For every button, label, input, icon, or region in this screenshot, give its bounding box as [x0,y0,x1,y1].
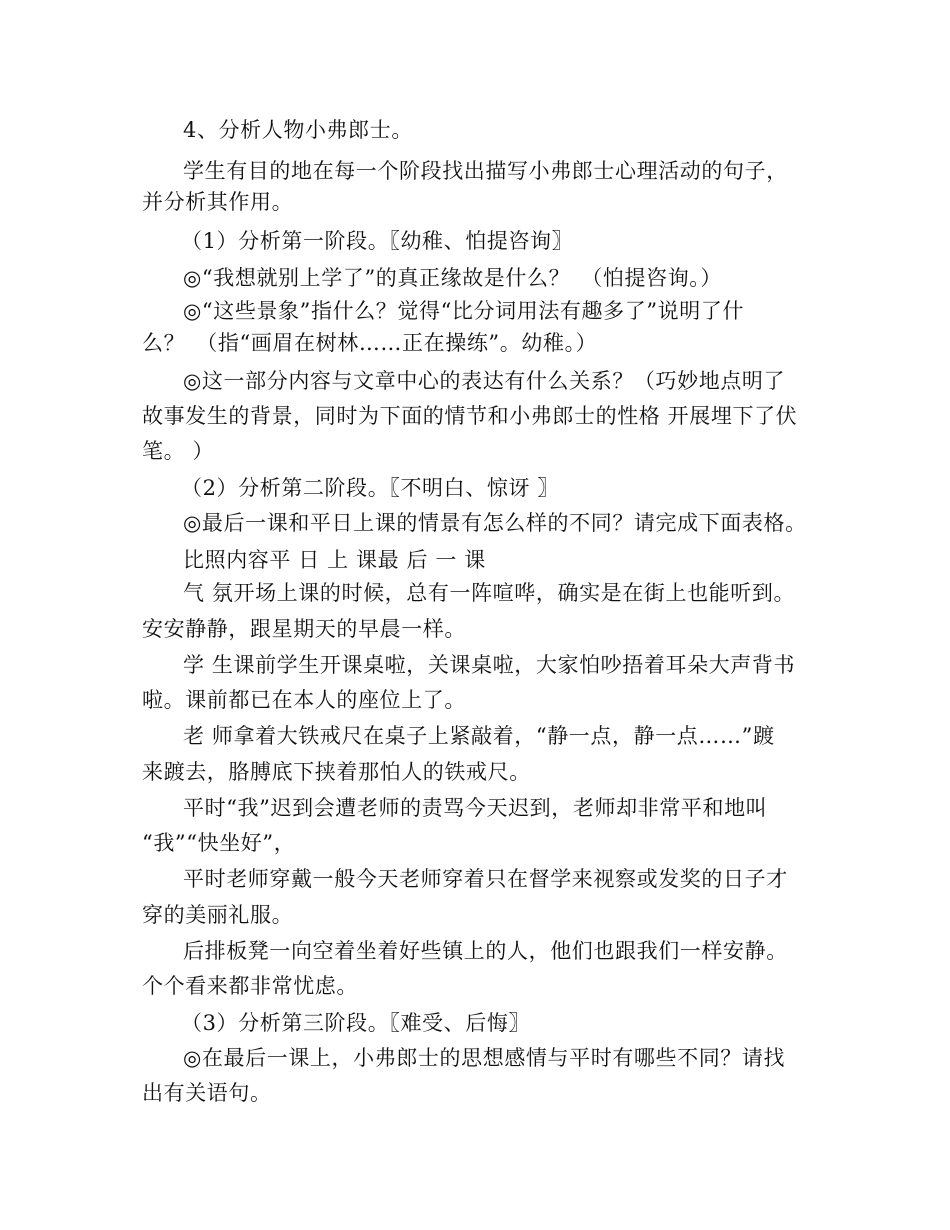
question-line: 出有关语句。 [142,1081,272,1105]
table-row-line: 啦。课前都已在本人的座位上了。 [142,688,466,712]
question-line: ◎这一部分内容与文章中心的表达有什么关系？（巧妙地点明了 [183,369,786,393]
section-heading-stage-2: （2）分析第二阶段。〖不明白、惊讶 〗 [181,476,559,500]
table-header-line: 比照内容平 日 上 课最 后 一 课 [183,548,486,572]
table-row-line: 学 生课前学生开课桌啦，关课桌啦，大家怕吵捂着耳朵大声背书 [183,653,796,677]
question-line: ◎“我想就别上学了”的真正缘故是什么？ （怕提咨询。） [183,266,722,290]
table-row-line: 平时老师穿戴一般今天老师穿着只在督学来视察或发奖的日子才 [183,867,788,891]
heading-analyze-character: 4、分析人物小弗郎士。 [183,118,413,142]
table-row-line: 个个看来都非常忧虑。 [142,974,358,998]
table-row-line: 穿的美丽礼服。 [142,903,294,927]
paragraph-line: 并分析其作用。 [142,190,294,214]
question-line: ◎最后一课和平日上课的情景有怎么样的不同？请完成下面表格。 [183,511,807,535]
table-row-line: 安安静静，跟星期天的早晨一样。 [142,617,466,641]
question-line: ◎“这些景象”指什么？觉得“比分词用法有趣多了”说明了什 [183,299,745,323]
table-row-line: 平时“我”迟到会遭老师的责骂今天迟到，老师却非常平和地叫 [183,796,768,820]
table-row-line: 来踱去，胳膊底下挟着那怕人的铁戒尺。 [142,760,531,784]
paragraph-line: 学生有目的地在每一个阶段找出描写小弗郎士心理活动的句子， [183,159,788,183]
table-row-line: “我”“快坐好”， [142,831,296,855]
table-row-line: 后排板凳一向空着坐着好些镇上的人，他们也跟我们一样安静。 [183,939,788,963]
table-row-line: 气 氛开场上课的时候，总有一阵喧哗，确实是在街上也能听到。 [183,581,796,605]
paragraph-line: 笔。 ） [142,439,215,463]
question-line: ◎在最后一课上，小弗郎士的思想感情与平时有哪些不同？请找 [183,1046,786,1070]
table-row-line: 老 师拿着大铁戒尺在桌子上紧敲着，“静一点，静一点……”踱 [183,724,775,748]
paragraph-line: 故事发生的背景，同时为下面的情节和小弗郎士的性格 开展埋下了伏 [142,404,798,428]
section-heading-stage-1: （1）分析第一阶段。〖幼稚、怕提咨询〗 [181,229,574,253]
section-heading-stage-3: （3）分析第三阶段。〖难受、后悔〗 [181,1011,531,1035]
question-line: 么？ （指“画眉在树林……正在操练”。幼稚。） [142,331,598,355]
